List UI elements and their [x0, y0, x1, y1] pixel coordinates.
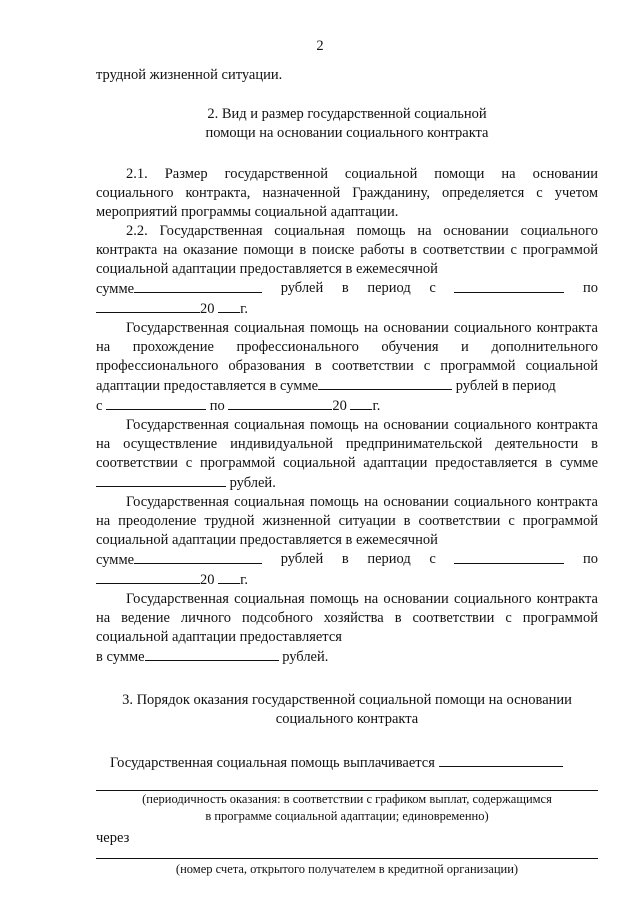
- paragraph-2-1: 2.1. Размер государственной социальной помощи на основании социального контракта, назначенной Гражданину, определяется с учетом мероприятий программы социальной адаптации.: [96, 166, 598, 220]
- amount-blank: [318, 376, 452, 390]
- account-note: (номер счета, открытого получателем в кредитной организации): [175, 862, 519, 876]
- paragraph-2-2-amount-line: [96, 279, 598, 299]
- year-suffix: г.: [372, 398, 381, 414]
- payment-label: Государственная социальная помощь выплачивается: [110, 755, 435, 771]
- word-summe: сумме: [96, 281, 135, 297]
- word-po: по: [209, 398, 225, 414]
- year-prefix: 20: [200, 572, 215, 588]
- date-from-blank: [454, 279, 564, 293]
- page-number: 2: [316, 38, 324, 54]
- payment-line: [96, 753, 598, 773]
- section-2-heading: [96, 105, 598, 143]
- word-rubley: рублей: [280, 280, 324, 296]
- year-suffix: г.: [240, 572, 249, 588]
- payment-method-blank[interactable]: [439, 753, 563, 767]
- year-suffix: г.: [240, 301, 249, 317]
- paragraph-training: Государственная социальная помощь на основании социального контракта на прохождение профессионального обучения и дополнительного профессионального образования в соответствии с программой социальной адаптации предоставляется в сумме рублей в период: [96, 320, 598, 394]
- paragraph-difficult-situation: Государственная социальная помощь на основании социального контракта на преодоление трудной жизненной ситуации в соответствии с программой социальной адаптации предоставляется в ежемесячной: [96, 494, 598, 548]
- section-2-title-line-1: 2. Вид и размер государственной социальной: [207, 106, 487, 122]
- paragraph-training-date-line: [96, 396, 598, 416]
- amount-blank: [96, 473, 226, 487]
- continuation-text: трудной жизненной ситуации.: [96, 67, 283, 83]
- periodicity-note-line-2: в программе социальной адаптации; единовременно): [205, 809, 489, 823]
- word-summe: сумме: [96, 552, 135, 568]
- word-period: период: [367, 551, 411, 567]
- date-to-blank: [96, 299, 200, 313]
- word-po: по: [582, 280, 598, 296]
- date-to-blank: [228, 396, 332, 410]
- paragraph-2-2: 2.2. Государственная социальная помощь на основании социального контракта на оказание помощи в поиске работы в соответствии с программой социальной адаптации предоставляется в ежемесячной: [96, 223, 598, 277]
- word-po: по: [582, 551, 598, 567]
- paragraph-difficult-situation-year-line: [96, 570, 598, 590]
- amount-blank: [134, 279, 262, 293]
- word-rubley: рублей: [280, 551, 324, 567]
- year-prefix: 20: [332, 398, 347, 414]
- date-from-blank: [106, 396, 206, 410]
- section-3-title-line-2: социального контракта: [275, 711, 419, 727]
- word-v: в: [341, 280, 349, 296]
- word-v: в: [341, 551, 349, 567]
- word-rubley-v-period: рублей в период: [455, 378, 556, 394]
- amount-blank: [145, 647, 279, 661]
- word-v-summe: в сумме: [96, 649, 145, 665]
- paragraph-household-amount-line: [96, 647, 598, 667]
- paragraph-entrepreneurship: Государственная социальная помощь на основании социального контракта на осуществление индивидуальной предпринимательской деятельности в соответствии с программой социальной адаптации предоставляется в сумме рублей.: [96, 417, 598, 491]
- via-label: через: [96, 830, 130, 846]
- periodicity-rule[interactable]: [96, 775, 598, 791]
- word-rubley: рублей.: [229, 475, 276, 491]
- year-blank: [218, 570, 240, 584]
- word-period: период: [367, 280, 411, 296]
- word-s: с: [429, 551, 436, 567]
- paragraph-household: Государственная социальная помощь на основании социального контракта на ведение личного подсобного хозяйства в соответствии с программой социальной адаптации предоставляется: [96, 591, 598, 645]
- date-to-blank: [96, 570, 200, 584]
- section-3-title-line-1: 3. Порядок оказания государственной социальной помощи на основании: [122, 692, 572, 708]
- paragraph-2-2-year-line: [96, 299, 598, 319]
- paragraph-difficult-situation-amount-line: [96, 550, 598, 570]
- word-s: с: [96, 398, 103, 414]
- account-rule[interactable]: [96, 848, 598, 859]
- section-3-heading: [96, 691, 598, 729]
- year-prefix: 20: [200, 301, 215, 317]
- year-blank: [218, 299, 240, 313]
- word-s: с: [429, 280, 436, 296]
- periodicity-note-line-1: (периодичность оказания: в соответствии с графиком выплат, содержащимся: [142, 792, 552, 806]
- section-2-title-line-2: помощи на основании социального контракта: [205, 125, 489, 141]
- document-body: [96, 66, 598, 878]
- date-from-blank: [454, 550, 564, 564]
- year-blank: [350, 396, 372, 410]
- word-rubley: рублей.: [282, 649, 329, 665]
- amount-blank: [134, 550, 262, 564]
